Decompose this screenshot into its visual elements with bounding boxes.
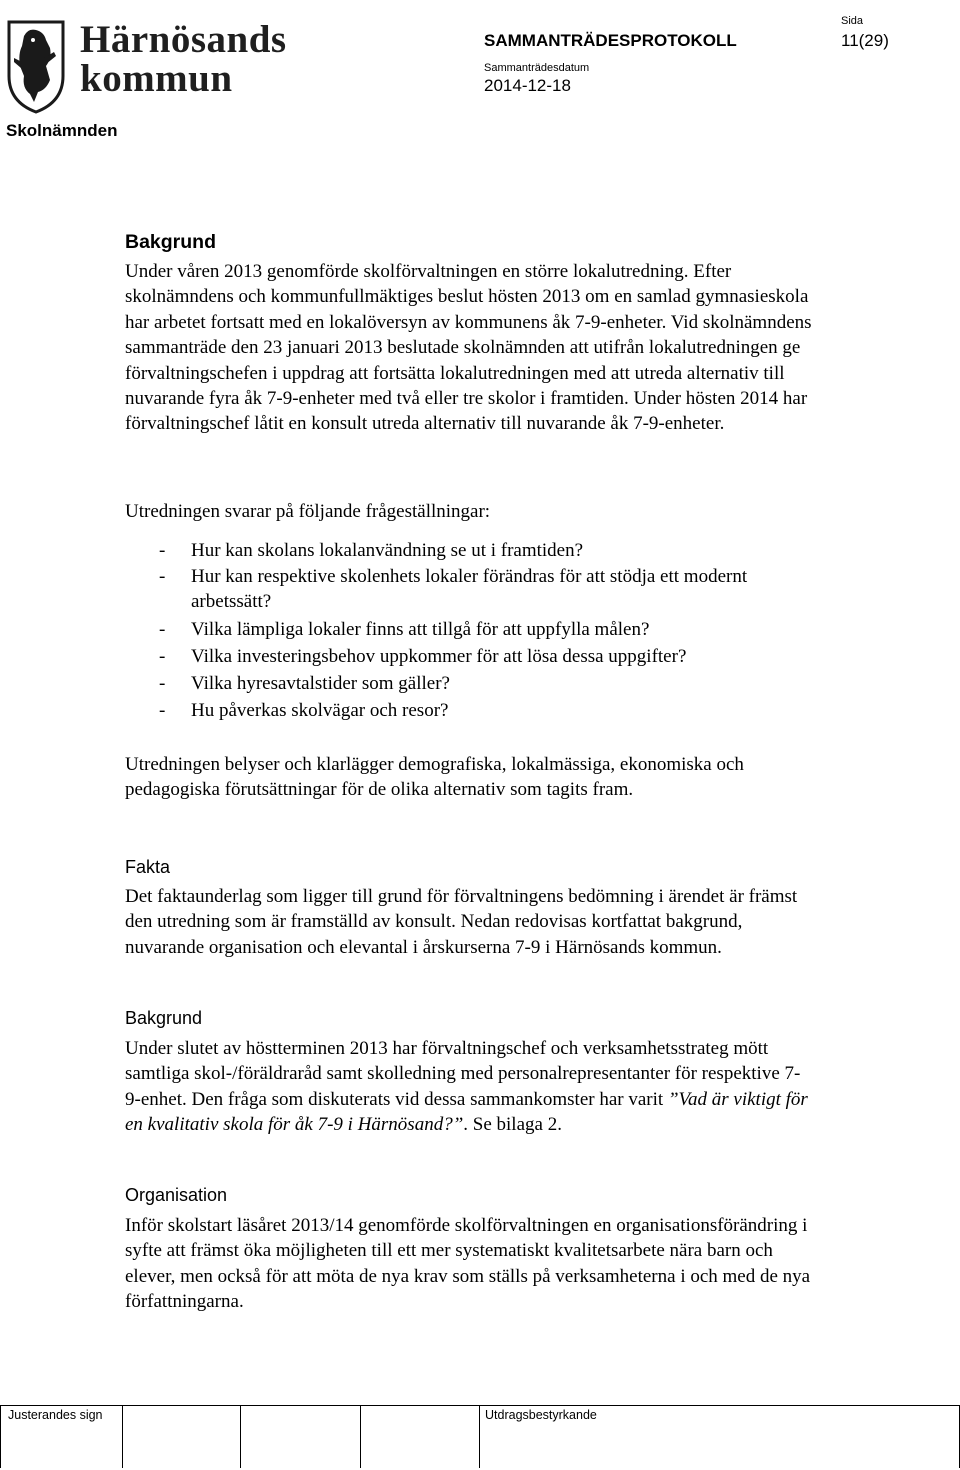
signature-footer: [0, 1405, 960, 1470]
list-dash: -: [159, 566, 166, 587]
page-number: 11(29): [841, 31, 889, 50]
summary-paragraph: Utredningen belyser och klarlägger demografiska, lokalmässiga, ekonomiska och pedagogiska förutsättningar för de olika alternativ som tagits fram.: [125, 754, 744, 801]
list-item: [125, 697, 815, 724]
footer-cell-border: [360, 1405, 361, 1468]
protocol-title: SAMMANTRÄDESPROTOKOLL: [484, 31, 737, 50]
bakgrund-quote: ”Vad är viktigt för en kvalitativ skola för åk 7-9 i Härnösand?”: [125, 1088, 808, 1136]
footer-divider: [0, 1405, 960, 1406]
list-item: [125, 564, 815, 614]
footer-cell-border: [479, 1405, 480, 1468]
question-text: Hur kan respektive skolenhets lokaler förändras för att stödja ett modernt arbetssätt?: [191, 566, 748, 612]
organisation-paragraph: Inför skolstart läsåret 2013/14 genomförde skolförvaltningen en organisationsförändring i syfte att främst öka möjligheten till ett mer systematiskt kvalitetsarbete nära barn och elever, men också för att möta de nya krav som ställs på verksamheterna i och med de nya författningarna.: [125, 1215, 811, 1313]
meeting-date: 2014-12-18: [484, 76, 571, 95]
list-item: [125, 537, 815, 564]
brand-name-line2: kommun: [80, 57, 233, 100]
question-text: Vilka lämpliga lokaler finns att tillgå för att uppfylla målen?: [191, 619, 650, 640]
page-label: Sida: [841, 15, 864, 27]
fakta-paragraph: Det faktaunderlag som ligger till grund för förvaltningens bedömning i ärendet är främst den utredning som är framställd av konsult. Nedan redovisas kortfattat bakgrund, nuvarande organisation och elevantal i årskurserna 7-9 i Härnösands kommun.: [125, 886, 798, 958]
question-text: Vilka hyresavtalstider som gäller?: [191, 673, 450, 694]
list-dash: -: [159, 646, 166, 667]
questions-intro: Utredningen svarar på följande frågeställningar:: [125, 501, 491, 522]
bakgrund-paragraph: [125, 1036, 815, 1138]
list-item: [125, 616, 815, 643]
question-text: Hur kan skolans lokalanvändning se ut i framtiden?: [191, 540, 584, 561]
signature-label: Justerandes sign: [8, 1408, 103, 1422]
question-text: Vilka investeringsbehov uppkommer för att lösa dessa uppgifter?: [191, 646, 687, 667]
list-dash: -: [159, 700, 166, 721]
footer-cell-border: [0, 1405, 1, 1468]
extract-certification-label: Utdragsbestyrkande: [485, 1408, 597, 1422]
subsection-heading-bakgrund: Bakgrund: [125, 1008, 203, 1028]
subsection-heading-organisation: Organisation: [125, 1185, 228, 1205]
list-item: [125, 643, 815, 670]
meeting-date-label: Sammanträdesdatum: [484, 62, 590, 74]
list-dash: -: [159, 673, 166, 694]
section-heading-bakgrund: Bakgrund: [125, 231, 217, 253]
question-text: Hu påverkas skolvägar och resor?: [191, 700, 449, 721]
section-heading-fakta: Fakta: [125, 857, 171, 877]
footer-cell-border: [240, 1405, 241, 1468]
questions-list: [125, 537, 815, 724]
background-paragraph: Under våren 2013 genomförde skolförvaltningen en större lokalutredning. Efter skolnämndens och kommunfullmäktiges beslut hösten 2013 om en samlad gymnasieskola har arbetet fortsatt med en lokalöversyn av kommunens åk 7-9-enheter. Vid skolnämndens sammanträde den 23 januari 2013 beslutade skolnämnden att utifrån lokalutredningen ge förvaltningschefen i uppdrag att fortsätta lokalutredningen med att utreda alternativ till nuvarande fyra åk 7-9-enheter med två eller tre skolor i framtiden. Under hösten 2014 har förvaltningschef låtit en konsult utreda alternativ till nuvarande åk 7-9-enheter.: [125, 261, 812, 435]
brand-name-line1: Härnösands: [80, 18, 287, 61]
coat-of-arms-logo: [6, 18, 66, 114]
list-item: [125, 670, 815, 697]
committee-name: Skolnämnden: [6, 121, 118, 140]
list-dash: -: [159, 540, 166, 561]
list-dash: -: [159, 619, 166, 640]
bakgrund-text-end: . Se bilaga 2.: [463, 1114, 562, 1136]
footer-cell-border: [122, 1405, 123, 1468]
bakgrund-text: Under slutet av höstterminen 2013 har förvaltningschef och verksamhetsstrateg mött samtliga skol-/föräldraråd samt skolledning med personalrepresentanter för respektive 7-9-enhet. Den fråga som diskuterats vid dessa sammankomster har varit: [125, 1038, 801, 1110]
